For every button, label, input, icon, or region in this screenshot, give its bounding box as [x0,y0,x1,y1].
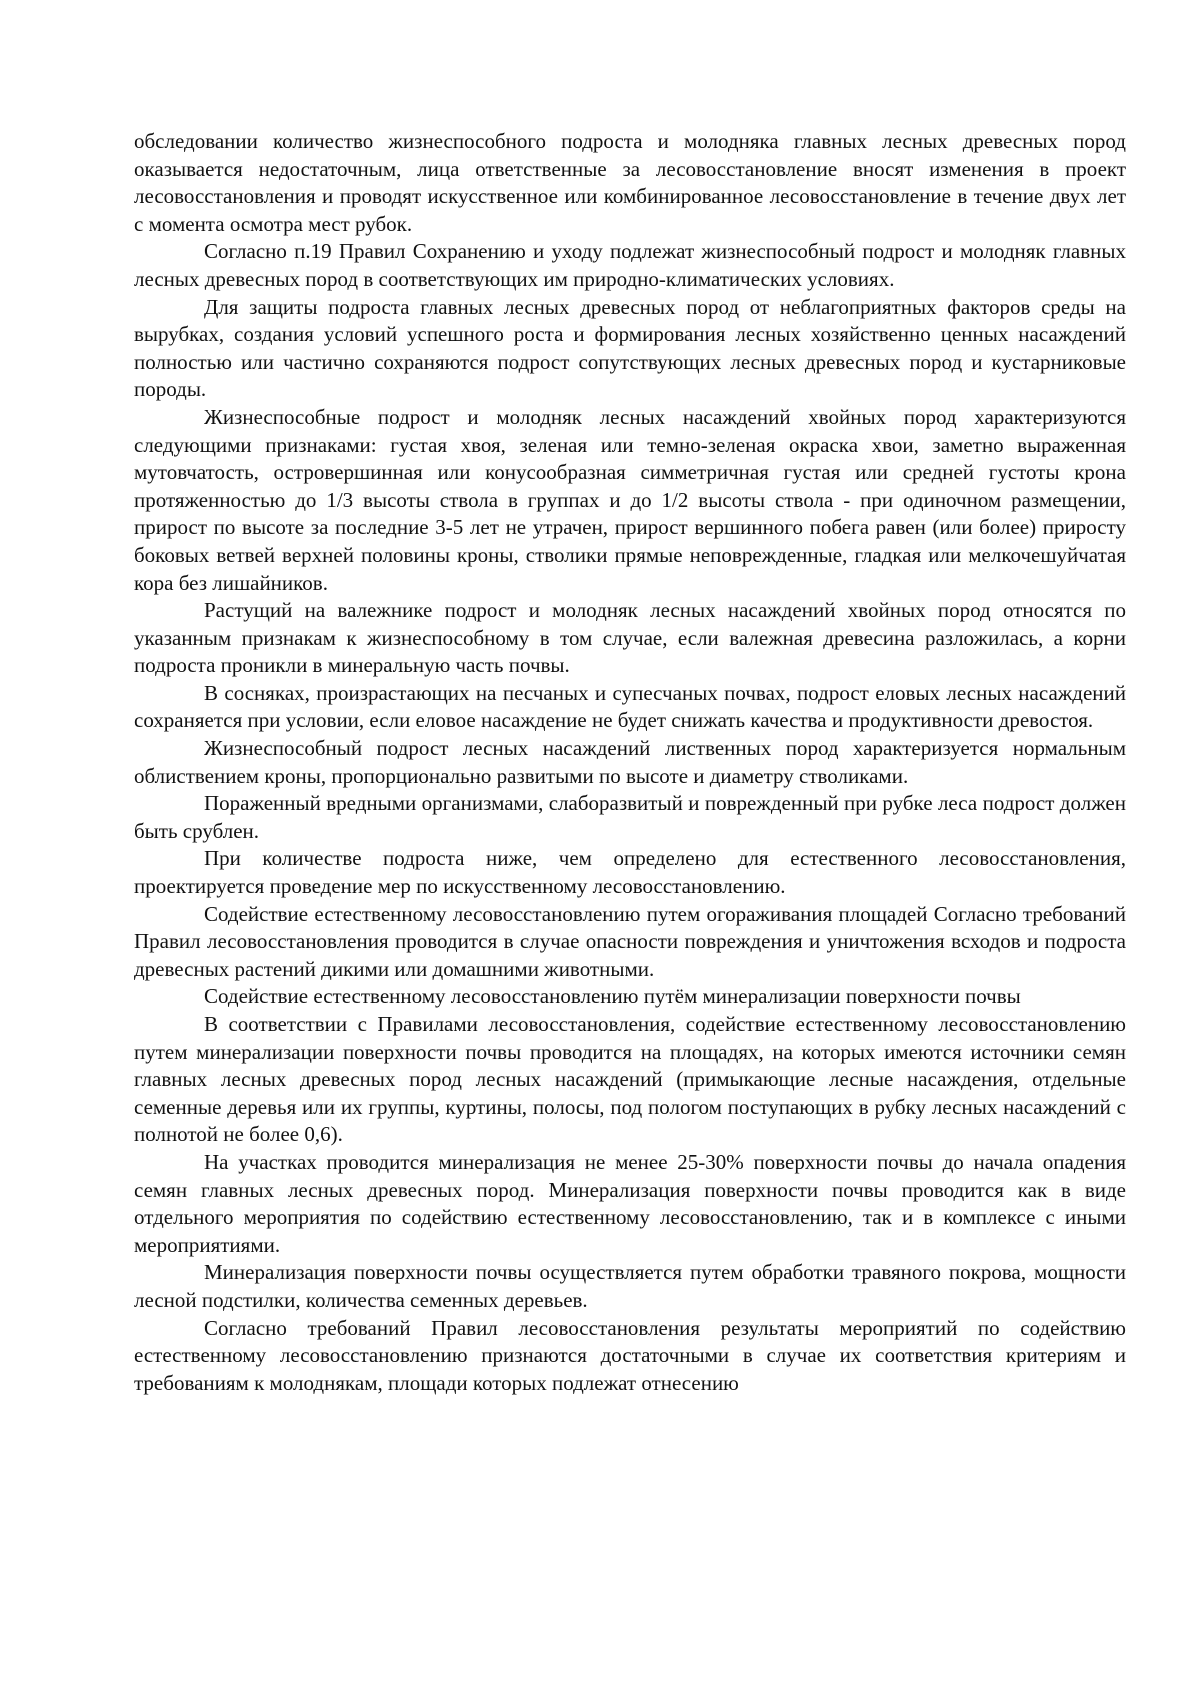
paragraph-15: Согласно требований Правил лесовосстановления результаты мероприятий по содействию естественному лесовосстановлению признаются достаточными в случае их соответствия критериям и требованиям к молоднякам, площади которых подлежат отнесению [134,1315,1126,1395]
paragraph-8: Пораженный вредными организмами, слаборазвитый и поврежденный при рубке леса подрост должен быть срублен. [134,791,1126,843]
paragraph-12: В соответствии с Правилами лесовосстановления, содействие естественному лесовосстановлению путем минерализации поверхности почвы проводится на площадях, на которых имеются источники семян главных лесных древесных пород лесных насаждений (примыкающие лесные насаждения, отдельные семенные деревья или их группы, куртины, полосы, под пологом поступающих в рубку лесных насаждений с полнотой не более 0,6). [134,1012,1126,1147]
paragraph-14: Минерализация поверхности почвы осуществляется путем обработки травяного покрова, мощности лесной подстилки, количества семенных деревьев. [134,1260,1126,1312]
paragraph-4: Жизнеспособные подрост и молодняк лесных насаждений хвойных пород характеризуются следующими признаками: густая хвоя, зеленая или темно-зеленая окраска хвои, заметно выраженная мутовчатость, островершинная или конусообразная симметричная густая или средней густоты крона протяженностью до 1/3 высоты ствола в группах и до 1/2 высоты ствола - при одиночном размещении, прирост по высоте за последние 3-5 лет не утрачен, прирост вершинного побега равен (или более) приросту боковых ветвей верхней половины кроны, стволики прямые неповрежденные, гладкая или мелкочешуйчатая кора без лишайников. [134,404,1126,595]
paragraph-13: На участках проводится минерализация не менее 25-30% поверхности почвы до начала опадения семян главных лесных древесных пород. Минерализация поверхности почвы проводится как в виде отдельного мероприятия по содействию естественному лесовосстановлению, так и в комплексе с иными мероприятиями. [134,1149,1126,1257]
paragraph-5: Растущий на валежнике подрост и молодняк лесных насаждений хвойных пород относятся по указанным признакам к жизнеспособному в том случае, если валежная древесина разложилась, а корни подроста проникли в минеральную часть почвы. [134,598,1126,678]
paragraph-6: В сосняках, произрастающих на песчаных и супесчаных почвах, подрост еловых лесных насаждений сохраняется при условии, если еловое насаждение не будет снижать качества и продуктивности древостоя. [134,680,1126,733]
paragraph-11: Содействие естественному лесовосстановлению путём минерализации поверхности почвы [204,984,1021,1009]
paragraph-2: Согласно п.19 Правил Сохранению и уходу подлежат жизнеспособный подрост и молодняк главных лесных древесных пород в соответствующих им природно-климатических условиях. [134,239,1126,291]
paragraph-10: Содействие естественному лесовосстановлению путем огораживания площадей Согласно требований Правил лесовосстановления проводится в случае опасности повреждения и уничтожения всходов и подроста древесных растений дикими или домашними животными. [134,901,1126,981]
paragraph-9: При количестве подроста ниже, чем определено для естественного лесовосстановления, проектируется проведение мер по искусственному лесовосстановлению. [134,846,1126,899]
document-page [134,128,1126,1397]
paragraph-7: Жизнеспособный подрост лесных насаждений лиственных пород характеризуется нормальным облиствением кроны, пропорционально развитыми по высоте и диаметру стволиками. [134,736,1126,788]
paragraph-3: Для защиты подроста главных лесных древесных пород от неблагоприятных факторов среды на вырубках, создания условий успешного роста и формирования лесных хозяйственно ценных насаждений полностью или частично сохраняются подрост сопутствующих лесных древесных пород и кустарниковые породы. [134,294,1126,402]
paragraph-1: обследовании количество жизнеспособного подроста и молодняка главных лесных древесных пород оказывается недостаточным, лица ответственные за лесовосстановление вносят изменения в проект лесовосстановления и проводят искусственное или комбинированное лесовосстановление в течение двух лет с момента осмотра мест рубок. [134,129,1126,236]
